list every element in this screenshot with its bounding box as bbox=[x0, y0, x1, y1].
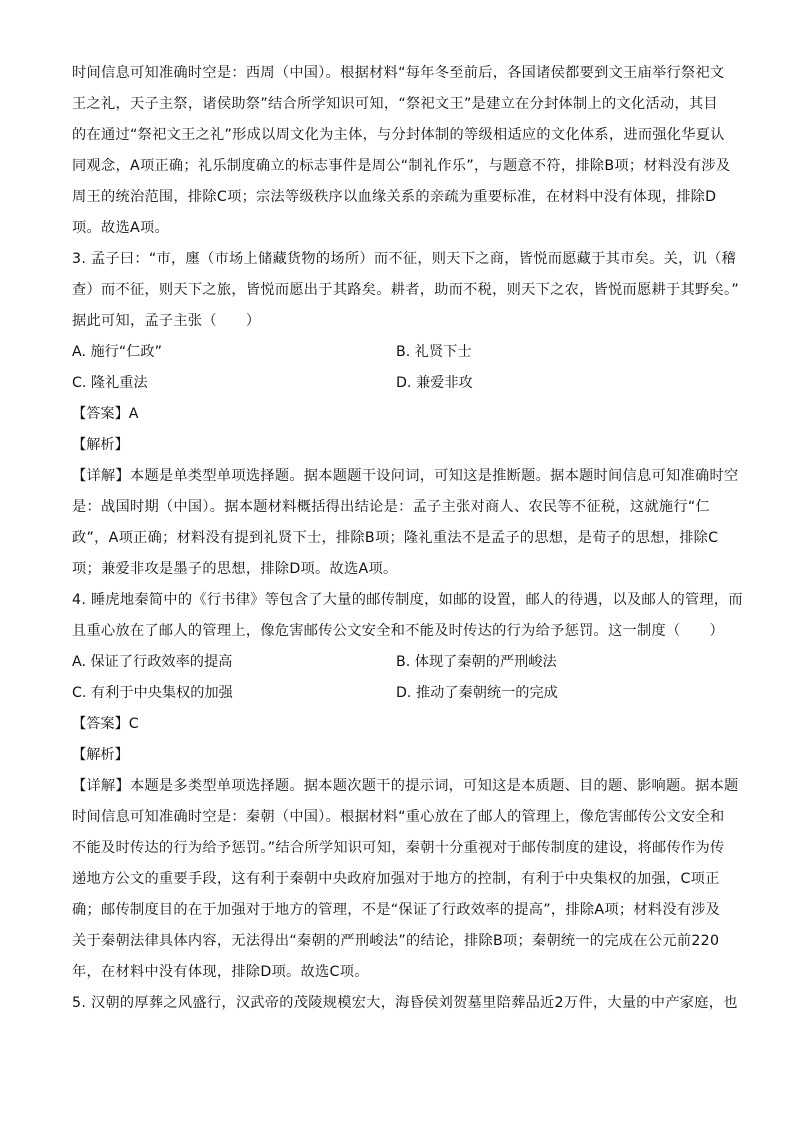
intro-paragraph bbox=[72, 58, 731, 244]
options-row bbox=[72, 337, 724, 368]
option-a: A. 施行“仁政” bbox=[72, 344, 162, 360]
text-line: 时间信息可知准确时空是：西周（中国）。根据材料“每年冬至前后，各国诸侯都要到文王庙举行祭祀文 bbox=[72, 65, 725, 81]
option-a: A. 保证了行政效率的提高 bbox=[72, 654, 233, 670]
question-3 bbox=[72, 244, 739, 585]
detail-line: 确；邮传制度目的在于加强对于地方的管理，不是“保证了行政效率的提高”，排除A项；材料没有涉及 bbox=[72, 902, 721, 918]
option-c: C. 有利于中央集权的加强 bbox=[72, 685, 233, 701]
detail-line: 政”，A项正确；材料没有提到礼贤下士，排除B项；隆礼重法不是孟子的思想，是荀子的思想，排除C bbox=[72, 530, 719, 546]
answer-label: 【答案】C bbox=[72, 716, 139, 732]
question-stem-line: 3. 孟子曰：“市，廛（市场上储藏货物的场所）而不征，则天下之商，皆悦而愿藏于其市矣。关，讥（稽 bbox=[72, 251, 737, 267]
analysis-label: 【解析】 bbox=[72, 747, 129, 763]
analysis-label: 【解析】 bbox=[72, 437, 129, 453]
detail-line: 关于秦朝法律具体内容，无法得出“秦朝的严刑峻法”的结论，排除B项；秦朝统一的完成在公元前220 bbox=[72, 933, 720, 949]
detail-line: 【详解】本题是多类型单项选择题。据本题次题干的提示词，可知这是本质题、目的题、影响题。据本题 bbox=[72, 778, 739, 794]
option-b: B. 体现了秦朝的严刑峻法 bbox=[396, 654, 557, 670]
question-stem-line: 据此可知，孟子主张（ ） bbox=[72, 313, 261, 329]
options-row bbox=[72, 678, 724, 709]
detail-line: 年，在材料中没有体现，排除D项。故选C项。 bbox=[72, 964, 369, 980]
text-line: 的在通过“祭祀文王之礼”形成以周文化为主体，与分封体制的等级相适应的文化体系，进而强化华夏认 bbox=[72, 127, 725, 143]
question-5 bbox=[72, 988, 738, 1019]
options-row bbox=[72, 647, 724, 678]
text-line: 王之礼，天子主祭，诸侯助祭”结合所学知识可知，“祭祀文王”是建立在分封体制上的文化活动，其目 bbox=[72, 96, 718, 112]
detail-line: 递地方公文的重要手段，这有利于秦朝中央政府加强对于地方的控制，有利于中央集权的加强，C项正 bbox=[72, 871, 720, 887]
document-page bbox=[72, 58, 743, 1019]
text-line: 项。故选A项。 bbox=[72, 220, 169, 236]
options-row bbox=[72, 368, 724, 399]
detail-line: 【详解】本题是单类型单项选择题。据本题题干设问词，可知这是推断题。据本题时间信息可知准确时空 bbox=[72, 468, 739, 484]
option-b: B. 礼贤下士 bbox=[396, 344, 472, 360]
question-stem-line: 5. 汉朝的厚葬之风盛行，汉武帝的茂陵规模宏大，海昏侯刘贺墓里陪葬品近2万件，大量的中产家庭，也 bbox=[72, 995, 738, 1011]
detail-line: 时间信息可知准确时空是：秦朝（中国）。根据材料“重心放在了邮人的管理上，像危害邮传公文安全和 bbox=[72, 809, 725, 825]
detail-line: 是：战国时期（中国）。据本题材料概括得出结论是：孟子主张对商人、农民等不征税，这就施行“仁 bbox=[72, 499, 711, 515]
detail-line: 项；兼爱非攻是墨子的思想，排除D项。故选A项。 bbox=[72, 561, 398, 577]
detail-line: 不能及时传达的行为给予惩罚。”结合所学知识可知，秦朝十分重视对于邮传制度的建设，将邮传作为传 bbox=[72, 840, 725, 856]
question-stem-line: 查）而不征，则天下之旅，皆悦而愿出于其路矣。耕者，助而不税，则天下之农，皆悦而愿耕于其野矣。” bbox=[72, 282, 739, 298]
text-line: 周王的统治范围，排除C项；宗法等级秩序以血缘关系的亲疏为重要标准，在材料中没有体现，排除D bbox=[72, 189, 717, 205]
question-stem-line: 4. 睡虎地秦简中的《行书律》等包含了大量的邮传制度，如邮的设置，邮人的待遇，以及邮人的管理，而 bbox=[72, 592, 743, 608]
question-stem-line: 且重心放在了邮人的管理上，像危害邮传公文安全和不能及时传达的行为给予惩罚。这一制度（ ） bbox=[72, 623, 724, 639]
option-d: D. 兼爱非攻 bbox=[396, 375, 473, 391]
text-line: 同观念，A项正确；礼乐制度确立的标志事件是周公“制礼作乐”，与题意不符，排除B项；材料没有涉及 bbox=[72, 158, 731, 174]
answer-label: 【答案】A bbox=[72, 406, 139, 422]
option-c: C. 隆礼重法 bbox=[72, 375, 148, 391]
option-d: D. 推动了秦朝统一的完成 bbox=[396, 685, 558, 701]
question-4 bbox=[72, 585, 743, 988]
